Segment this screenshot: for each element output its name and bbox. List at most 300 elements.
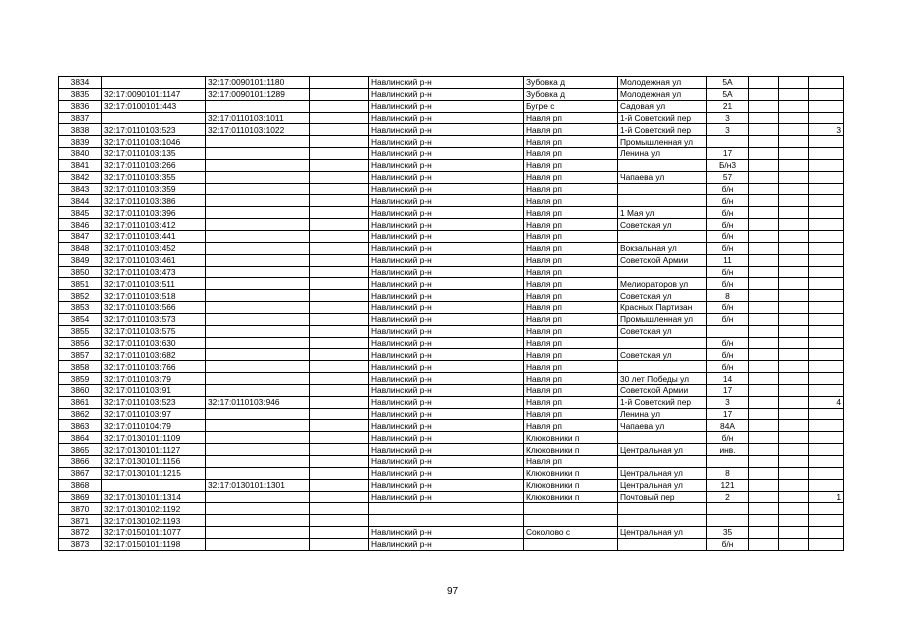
cell-building (749, 195, 779, 207)
cell-district: Навлинский р-н (369, 183, 524, 195)
cell-settlement: Зубовка д (524, 88, 618, 100)
cell-extra-field (310, 124, 369, 136)
cell-street: Советская ул (618, 290, 707, 302)
cell-apartment (809, 432, 844, 444)
cell-house-number: б/н (707, 195, 749, 207)
cell-apartment (809, 148, 844, 160)
cell-building (749, 230, 779, 242)
cell-settlement: Навля рп (524, 420, 618, 432)
cell-house-number: 2 (707, 491, 749, 503)
cell-extra-field (310, 266, 369, 278)
cell-district: Навлинский р-н (369, 207, 524, 219)
table-row (59, 337, 844, 349)
cell-street (618, 503, 707, 515)
cell-settlement (524, 538, 618, 550)
cell-related-cadastral-number (206, 467, 310, 479)
cell-row-number: 3847 (59, 230, 102, 242)
cell-structure (779, 491, 809, 503)
cell-structure (779, 527, 809, 539)
cell-extra-field (310, 420, 369, 432)
cell-cadastral-number: 32:17:0110103:630 (102, 337, 206, 349)
table-row (59, 183, 844, 195)
cell-house-number: б/н (707, 266, 749, 278)
cell-cadastral-number: 32:17:0110104:79 (102, 420, 206, 432)
cell-structure (779, 124, 809, 136)
cell-house-number: б/н (707, 361, 749, 373)
cell-building (749, 183, 779, 195)
cell-district: Навлинский р-н (369, 456, 524, 468)
cell-house-number (707, 503, 749, 515)
cell-cadastral-number: 32:17:0130101:1156 (102, 456, 206, 468)
cell-row-number: 3839 (59, 136, 102, 148)
cell-cadastral-number: 32:17:0110103:135 (102, 148, 206, 160)
cell-cadastral-number: 32:17:0110103:355 (102, 171, 206, 183)
cell-settlement: Клюковники п (524, 479, 618, 491)
cell-apartment (809, 230, 844, 242)
cell-apartment (809, 515, 844, 527)
cell-street: Советской Армии (618, 384, 707, 396)
cell-district: Навлинский р-н (369, 219, 524, 231)
cell-street (618, 159, 707, 171)
cell-related-cadastral-number: 32:17:0110103:946 (206, 396, 310, 408)
cell-structure (779, 230, 809, 242)
cell-related-cadastral-number (206, 384, 310, 396)
cell-apartment (809, 219, 844, 231)
cell-district: Навлинский р-н (369, 491, 524, 503)
table-row (59, 467, 844, 479)
cell-settlement: Навля рп (524, 254, 618, 266)
cell-building (749, 337, 779, 349)
cell-settlement: Клюковники п (524, 444, 618, 456)
cell-extra-field (310, 242, 369, 254)
cell-building (749, 408, 779, 420)
cell-street: Промышленная ул (618, 313, 707, 325)
cell-extra-field (310, 491, 369, 503)
table-row (59, 242, 844, 254)
cell-district: Навлинский р-н (369, 88, 524, 100)
cell-cadastral-number: 32:17:0110103:523 (102, 124, 206, 136)
cell-cadastral-number: 32:17:0130102:1193 (102, 515, 206, 527)
cell-apartment (809, 88, 844, 100)
cell-district: Навлинский р-н (369, 337, 524, 349)
table-row (59, 503, 844, 515)
cell-apartment (809, 242, 844, 254)
cell-house-number: Б/н3 (707, 159, 749, 171)
cell-district: Навлинский р-н (369, 527, 524, 539)
cell-district: Навлинский р-н (369, 171, 524, 183)
cell-related-cadastral-number (206, 242, 310, 254)
cell-related-cadastral-number (206, 408, 310, 420)
cell-apartment (809, 467, 844, 479)
cell-related-cadastral-number (206, 420, 310, 432)
cell-extra-field (310, 207, 369, 219)
cell-apartment: 3 (809, 124, 844, 136)
cell-structure (779, 313, 809, 325)
cell-settlement (524, 515, 618, 527)
cell-district: Навлинский р-н (369, 266, 524, 278)
cell-structure (779, 384, 809, 396)
cell-settlement: Клюковники п (524, 491, 618, 503)
cell-cadastral-number: 32:17:0110103:359 (102, 183, 206, 195)
cell-row-number: 3867 (59, 467, 102, 479)
cell-cadastral-number: 32:17:0110103:473 (102, 266, 206, 278)
cell-district (369, 503, 524, 515)
cell-row-number: 3864 (59, 432, 102, 444)
cell-settlement: Навля рп (524, 337, 618, 349)
cell-related-cadastral-number (206, 373, 310, 385)
cell-cadastral-number: 32:17:0110103:386 (102, 195, 206, 207)
cell-structure (779, 503, 809, 515)
cell-cadastral-number: 32:17:0090101:1147 (102, 88, 206, 100)
cell-cadastral-number: 32:17:0100101:443 (102, 100, 206, 112)
cell-settlement: Навля рп (524, 219, 618, 231)
cell-apartment (809, 112, 844, 124)
cell-house-number: б/н (707, 313, 749, 325)
cell-related-cadastral-number (206, 503, 310, 515)
cell-building (749, 361, 779, 373)
cell-row-number: 3873 (59, 538, 102, 550)
cell-structure (779, 444, 809, 456)
table-row (59, 349, 844, 361)
table-row (59, 77, 844, 89)
cell-settlement: Навля рп (524, 373, 618, 385)
cell-extra-field (310, 77, 369, 89)
cell-row-number: 3846 (59, 219, 102, 231)
cell-house-number (707, 136, 749, 148)
cell-street: Мелиораторов ул (618, 278, 707, 290)
table-row (59, 456, 844, 468)
cell-row-number: 3865 (59, 444, 102, 456)
cell-row-number: 3868 (59, 479, 102, 491)
cell-street: Советской Армии (618, 254, 707, 266)
cell-structure (779, 408, 809, 420)
cell-related-cadastral-number (206, 230, 310, 242)
cell-structure (779, 337, 809, 349)
cell-related-cadastral-number (206, 349, 310, 361)
table-row (59, 373, 844, 385)
cell-house-number: 8 (707, 467, 749, 479)
cell-apartment (809, 538, 844, 550)
cell-related-cadastral-number: 32:17:0110103:1011 (206, 112, 310, 124)
cell-apartment (809, 278, 844, 290)
cell-row-number: 3841 (59, 159, 102, 171)
cell-building (749, 420, 779, 432)
cell-settlement: Навля рп (524, 325, 618, 337)
cell-apartment (809, 444, 844, 456)
cell-extra-field (310, 100, 369, 112)
cell-building (749, 515, 779, 527)
cell-building (749, 254, 779, 266)
table-row (59, 538, 844, 550)
cell-related-cadastral-number (206, 456, 310, 468)
table-row (59, 313, 844, 325)
cell-related-cadastral-number (206, 136, 310, 148)
cell-apartment (809, 373, 844, 385)
cell-house-number: 84А (707, 420, 749, 432)
cell-structure (779, 396, 809, 408)
cell-settlement: Навля рп (524, 384, 618, 396)
cell-street (618, 195, 707, 207)
cell-street (618, 456, 707, 468)
cell-apartment (809, 456, 844, 468)
cell-cadastral-number: 32:17:0150101:1077 (102, 527, 206, 539)
cell-house-number: 17 (707, 384, 749, 396)
cell-house-number: 3 (707, 124, 749, 136)
cell-cadastral-number: 32:17:0130101:1215 (102, 467, 206, 479)
cell-row-number: 3866 (59, 456, 102, 468)
cell-structure (779, 242, 809, 254)
cell-row-number: 3855 (59, 325, 102, 337)
cell-extra-field (310, 503, 369, 515)
cell-apartment (809, 527, 844, 539)
cell-settlement: Навля рп (524, 171, 618, 183)
table-row (59, 408, 844, 420)
cell-structure (779, 349, 809, 361)
cell-district: Навлинский р-н (369, 124, 524, 136)
table-row (59, 479, 844, 491)
cell-settlement: Клюковники п (524, 432, 618, 444)
table-row (59, 254, 844, 266)
cell-settlement: Навля рп (524, 361, 618, 373)
cell-structure (779, 171, 809, 183)
cell-related-cadastral-number: 32:17:0090101:1180 (206, 77, 310, 89)
cell-district: Навлинский р-н (369, 408, 524, 420)
cell-row-number: 3837 (59, 112, 102, 124)
table-row (59, 491, 844, 503)
cell-building (749, 207, 779, 219)
cell-building (749, 266, 779, 278)
cell-building (749, 384, 779, 396)
cell-structure (779, 159, 809, 171)
table-row (59, 88, 844, 100)
cell-cadastral-number: 32:17:0150101:1198 (102, 538, 206, 550)
cell-house-number: 57 (707, 171, 749, 183)
cell-district: Навлинский р-н (369, 136, 524, 148)
cell-cadastral-number: 32:17:0130101:1109 (102, 432, 206, 444)
cell-district: Навлинский р-н (369, 290, 524, 302)
cell-settlement: Навля рп (524, 195, 618, 207)
cell-related-cadastral-number (206, 207, 310, 219)
cell-apartment (809, 290, 844, 302)
page-number: 97 (446, 586, 459, 597)
cell-structure (779, 325, 809, 337)
cell-building (749, 100, 779, 112)
cell-district: Навлинский р-н (369, 278, 524, 290)
cell-row-number: 3850 (59, 266, 102, 278)
cell-apartment (809, 337, 844, 349)
cell-building (749, 290, 779, 302)
cell-structure (779, 479, 809, 491)
cell-street (618, 538, 707, 550)
cell-cadastral-number: 32:17:0110103:575 (102, 325, 206, 337)
cell-building (749, 302, 779, 314)
cell-building (749, 503, 779, 515)
cell-related-cadastral-number (206, 171, 310, 183)
cell-row-number: 3853 (59, 302, 102, 314)
cell-settlement: Навля рп (524, 136, 618, 148)
cell-row-number: 3870 (59, 503, 102, 515)
cell-related-cadastral-number: 32:17:0110103:1022 (206, 124, 310, 136)
cell-building (749, 396, 779, 408)
cell-district: Навлинский р-н (369, 242, 524, 254)
cell-settlement: Навля рп (524, 148, 618, 160)
cell-structure (779, 278, 809, 290)
cell-street: Чапаева ул (618, 171, 707, 183)
cell-row-number: 3852 (59, 290, 102, 302)
cell-house-number: 5А (707, 77, 749, 89)
cell-related-cadastral-number (206, 538, 310, 550)
cell-house-number: 14 (707, 373, 749, 385)
cell-extra-field (310, 112, 369, 124)
cell-street: Советская ул (618, 325, 707, 337)
cell-district: Навлинский р-н (369, 467, 524, 479)
cell-street (618, 266, 707, 278)
cell-settlement: Навля рп (524, 124, 618, 136)
table-row (59, 219, 844, 231)
cell-extra-field (310, 361, 369, 373)
cell-extra-field (310, 171, 369, 183)
cell-district: Навлинский р-н (369, 373, 524, 385)
cell-structure (779, 456, 809, 468)
cell-district: Навлинский р-н (369, 159, 524, 171)
table-row (59, 396, 844, 408)
cell-street: Красных Партизан (618, 302, 707, 314)
cell-apartment (809, 171, 844, 183)
cell-row-number: 3872 (59, 527, 102, 539)
cell-row-number: 3844 (59, 195, 102, 207)
cell-extra-field (310, 88, 369, 100)
cell-row-number: 3842 (59, 171, 102, 183)
cell-building (749, 313, 779, 325)
cell-settlement: Навля рп (524, 290, 618, 302)
cell-structure (779, 183, 809, 195)
table-row (59, 444, 844, 456)
table-row (59, 112, 844, 124)
cell-row-number: 3843 (59, 183, 102, 195)
cell-house-number: 5А (707, 88, 749, 100)
cell-extra-field (310, 254, 369, 266)
cell-house-number: б/н (707, 432, 749, 444)
cell-related-cadastral-number (206, 432, 310, 444)
cell-street: 1-й Советский пер (618, 396, 707, 408)
cell-related-cadastral-number (206, 313, 310, 325)
cell-related-cadastral-number (206, 100, 310, 112)
cell-building (749, 491, 779, 503)
cell-related-cadastral-number (206, 290, 310, 302)
cell-street: Советская ул (618, 349, 707, 361)
cell-cadastral-number: 32:17:0110103:79 (102, 373, 206, 385)
cell-district: Навлинский р-н (369, 77, 524, 89)
cell-building (749, 77, 779, 89)
cell-district: Навлинский р-н (369, 396, 524, 408)
cell-structure (779, 432, 809, 444)
cell-district: Навлинский р-н (369, 302, 524, 314)
cell-row-number: 3857 (59, 349, 102, 361)
cell-house-number: б/н (707, 219, 749, 231)
cell-building (749, 88, 779, 100)
cell-district: Навлинский р-н (369, 254, 524, 266)
cell-cadastral-number (102, 77, 206, 89)
cell-house-number: 17 (707, 408, 749, 420)
cell-building (749, 479, 779, 491)
table-row (59, 230, 844, 242)
cell-settlement (524, 503, 618, 515)
cell-extra-field (310, 396, 369, 408)
cell-extra-field (310, 136, 369, 148)
cell-district: Навлинский р-н (369, 538, 524, 550)
cell-structure (779, 254, 809, 266)
cell-structure (779, 515, 809, 527)
table-row (59, 302, 844, 314)
cell-row-number: 3863 (59, 420, 102, 432)
cell-street: Центральная ул (618, 479, 707, 491)
cell-apartment (809, 302, 844, 314)
cell-row-number: 3836 (59, 100, 102, 112)
cell-extra-field (310, 456, 369, 468)
table-row (59, 290, 844, 302)
cell-apartment (809, 183, 844, 195)
cell-district: Навлинский р-н (369, 384, 524, 396)
cell-house-number: 3 (707, 396, 749, 408)
cell-building (749, 527, 779, 539)
cell-extra-field (310, 230, 369, 242)
cell-related-cadastral-number (206, 361, 310, 373)
cell-extra-field (310, 349, 369, 361)
cell-settlement: Зубовка д (524, 77, 618, 89)
cell-structure (779, 538, 809, 550)
cell-street: Молодежная ул (618, 88, 707, 100)
cell-settlement: Клюковники п (524, 467, 618, 479)
cell-house-number: 21 (707, 100, 749, 112)
cell-structure (779, 420, 809, 432)
cell-settlement: Навля рп (524, 408, 618, 420)
cell-district: Навлинский р-н (369, 479, 524, 491)
cell-row-number: 3834 (59, 77, 102, 89)
cell-settlement: Соколово с (524, 527, 618, 539)
table-row (59, 515, 844, 527)
cell-house-number: 11 (707, 254, 749, 266)
cell-structure (779, 112, 809, 124)
cell-row-number: 3849 (59, 254, 102, 266)
cell-related-cadastral-number (206, 159, 310, 171)
cell-apartment (809, 408, 844, 420)
cell-street: 1-й Советский пер (618, 112, 707, 124)
cell-apartment (809, 136, 844, 148)
cell-building (749, 242, 779, 254)
cell-settlement: Навля рп (524, 183, 618, 195)
cell-district: Навлинский р-н (369, 230, 524, 242)
cell-extra-field (310, 290, 369, 302)
cell-settlement: Навля рп (524, 266, 618, 278)
cell-building (749, 124, 779, 136)
cell-house-number: инв. (707, 444, 749, 456)
cell-house-number: б/н (707, 349, 749, 361)
cell-related-cadastral-number (206, 491, 310, 503)
cell-street: 1 Мая ул (618, 207, 707, 219)
cell-related-cadastral-number (206, 278, 310, 290)
cell-apartment (809, 254, 844, 266)
cell-extra-field (310, 408, 369, 420)
cell-apartment (809, 100, 844, 112)
table-row (59, 278, 844, 290)
cell-structure (779, 373, 809, 385)
cell-row-number: 3856 (59, 337, 102, 349)
cell-street: 1-й Советский пер (618, 124, 707, 136)
cell-row-number: 3871 (59, 515, 102, 527)
cell-house-number: б/н (707, 337, 749, 349)
cell-street: Центральная ул (618, 527, 707, 539)
cell-settlement: Навля рп (524, 112, 618, 124)
